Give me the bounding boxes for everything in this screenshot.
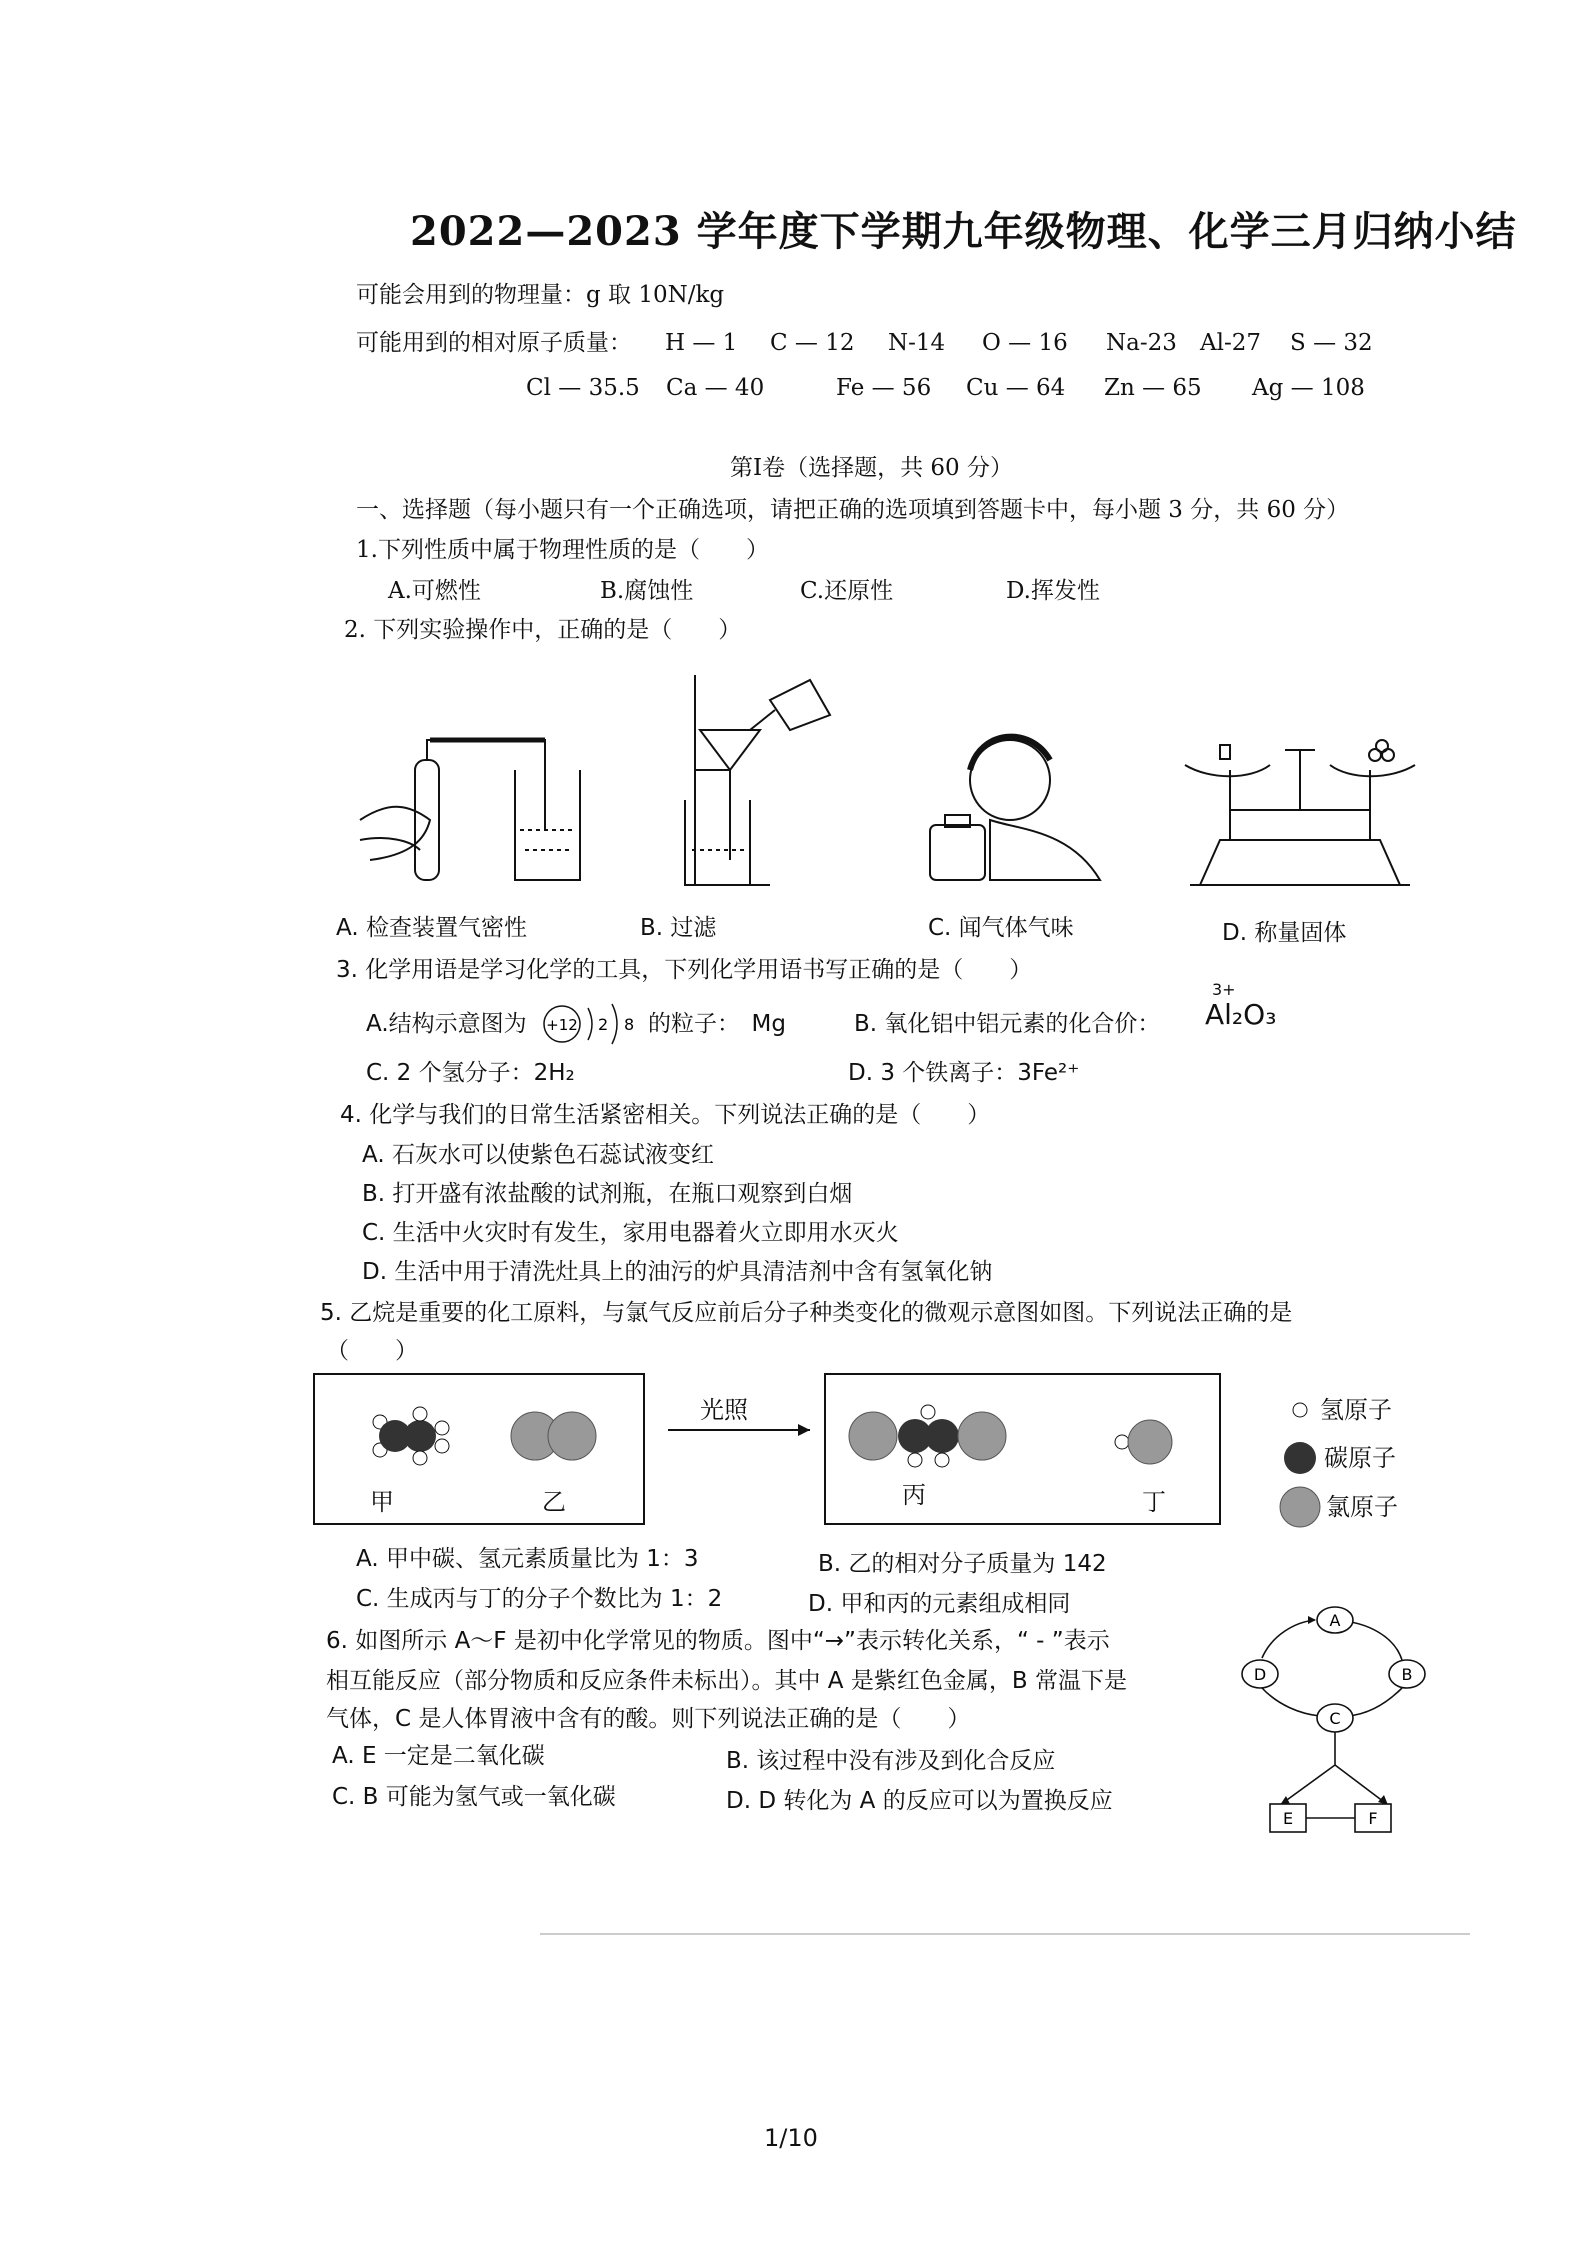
mass-o: O — 16 <box>982 330 1068 356</box>
q1-option-c: C.还原性 <box>800 578 894 604</box>
q6-stem-line3: 气体，C 是人体胃液中含有的酸。则下列说法正确的是（ ） <box>326 1706 971 1732</box>
reaction-diagram <box>310 1370 1460 1540</box>
mass-h: H — 1 <box>665 330 738 356</box>
node-d: D <box>1253 1665 1267 1684</box>
scan-divider <box>540 1933 1470 1935</box>
q1-option-a: A.可燃性 <box>388 578 481 604</box>
mass-ca: Ca — 40 <box>666 375 765 401</box>
atom-nucleus-charge: +12 <box>546 1016 578 1034</box>
q2-stem: 2. 下列实验操作中，正确的是（ ） <box>344 617 742 643</box>
chlorine-legend-icon <box>1280 1487 1320 1527</box>
q4-stem: 4. 化学与我们的日常生活紧密相关。下列说法正确的是（ ） <box>340 1102 991 1128</box>
label-yi: 乙 <box>542 1488 566 1516</box>
section-title: 第Ⅰ卷（选择题，共 60 分） <box>730 455 1013 481</box>
section-instruction: 一、选择题（每小题只有一个正确选项，请把正确的选项填到答题卡中，每小题 3 分，共 60 分） <box>356 497 1350 523</box>
q3-option-a-prefix: A.结构示意图为 <box>366 1011 527 1037</box>
q2-figures <box>330 670 1460 910</box>
q1-stem: 1.下列性质中属于物理性质的是（ ） <box>356 537 769 563</box>
reactant-box <box>314 1374 644 1524</box>
mass-s: S — 32 <box>1290 330 1373 356</box>
q2-caption-a: A. 检查装置气密性 <box>336 915 527 941</box>
relation-diagram <box>1230 1590 1430 1850</box>
product-bing-molecule <box>849 1405 1006 1467</box>
legend-chlorine: 氯原子 <box>1326 1493 1398 1521</box>
mass-n: N-14 <box>888 330 946 356</box>
q3-option-b-formula: Al₂O₃ <box>1205 998 1277 1031</box>
q6-option-a: A. E 一定是二氧化碳 <box>332 1743 545 1769</box>
node-e: E <box>1282 1809 1294 1828</box>
atom-shell-2: 8 <box>624 1015 635 1034</box>
q2-caption-b: B. 过滤 <box>640 915 717 941</box>
node-b: B <box>1401 1665 1413 1684</box>
product-ding-molecule <box>1115 1420 1172 1464</box>
smelling-gas-figure <box>930 737 1100 880</box>
atom-legend <box>1280 1396 1398 1527</box>
label-jia: 甲 <box>370 1488 394 1516</box>
q5-option-a: A. 甲中碳、氢元素质量比为 1：3 <box>356 1546 699 1572</box>
atomic-mass-label: 可能用到的相对原子质量： <box>356 330 632 356</box>
mass-zn: Zn — 65 <box>1104 375 1202 401</box>
legend-hydrogen: 氢原子 <box>1320 1396 1392 1424</box>
reaction-condition-label: 光照 <box>700 1396 748 1424</box>
node-a: A <box>1329 1611 1341 1630</box>
q3-stem: 3. 化学用语是学习化学的工具，下列化学用语书写正确的是（ ） <box>336 957 1033 983</box>
weighing-figure <box>1185 740 1415 885</box>
q4-option-c: C. 生活中火灾时有发生，家用电器着火立即用水灭火 <box>362 1220 899 1246</box>
mass-ag: Ag — 108 <box>1252 375 1365 401</box>
mass-al: Al-27 <box>1200 330 1262 356</box>
q1-option-b: B.腐蚀性 <box>600 578 694 604</box>
hydrogen-legend-icon <box>1293 1403 1307 1417</box>
label-ding: 丁 <box>1142 1488 1166 1516</box>
q6-stem-line1: 6. 如图所示 A～F 是初中化学常见的物质。图中“→”表示转化关系，“ - ”表示 <box>326 1628 1110 1654</box>
q4-option-b: B. 打开盛有浓盐酸的试剂瓶，在瓶口观察到白烟 <box>362 1181 853 1207</box>
q3-option-b: B. 氧化铝中铝元素的化合价： <box>854 1011 1161 1037</box>
atom-shell-1: 2 <box>598 1015 609 1034</box>
label-bing: 丙 <box>902 1481 926 1509</box>
q5-option-d: D. 甲和丙的元素组成相同 <box>808 1591 1071 1617</box>
page-number: 1/10 <box>764 2124 818 2152</box>
filtration-figure <box>685 675 830 885</box>
q2-caption-d: D. 称量固体 <box>1222 920 1347 946</box>
airtightness-check-figure <box>360 740 580 880</box>
q5-option-b: B. 乙的相对分子质量为 142 <box>818 1551 1107 1577</box>
q2-caption-c: C. 闻气体气味 <box>928 915 1074 941</box>
mass-c: C — 12 <box>770 330 855 356</box>
node-c: C <box>1329 1709 1341 1728</box>
physics-constant-line: 可能会用到的物理量：g 取 10N/kg <box>356 282 725 308</box>
mass-cl: Cl — 35.5 <box>526 375 640 401</box>
mass-cu: Cu — 64 <box>966 375 1066 401</box>
node-f: F <box>1368 1809 1378 1828</box>
mass-na: Na-23 <box>1106 330 1177 356</box>
q5-stem: 5. 乙烷是重要的化工原料，与氯气反应前后分子种类变化的微观示意图如图。下列说法正确的是 <box>320 1300 1293 1326</box>
q6-option-d: D. D 转化为 A 的反应可以为置换反应 <box>726 1788 1113 1814</box>
q1-option-d: D.挥发性 <box>1006 578 1100 604</box>
q5-option-c: C. 生成丙与丁的分子个数比为 1：2 <box>356 1586 723 1612</box>
q3-option-d: D. 3 个铁离子：3Fe²⁺ <box>848 1060 1080 1086</box>
mass-fe: Fe — 56 <box>836 375 932 401</box>
q3-option-b-charge: 3+ <box>1212 980 1236 999</box>
atom-structure-diagram <box>540 1000 650 1048</box>
q3-option-a-suffix: 的粒子： Mg <box>648 1011 786 1037</box>
q4-option-a: A. 石灰水可以使紫色石蕊试液变红 <box>362 1142 714 1168</box>
page-title: 2022—2023 学年度下学期九年级物理、化学三月归纳小结 <box>410 208 1517 255</box>
q6-option-b: B. 该过程中没有涉及到化合反应 <box>726 1748 1056 1774</box>
legend-carbon: 碳原子 <box>1324 1444 1396 1472</box>
q4-option-d: D. 生活中用于清洗灶具上的油污的炉具清洁剂中含有氢氧化钠 <box>362 1259 993 1285</box>
q5-paren: （ ） <box>326 1338 418 1364</box>
q6-stem-line2: 相互能反应（部分物质和反应条件未标出）。其中 A 是紫红色金属，B 常温下是 <box>326 1668 1127 1694</box>
q3-option-c: C. 2 个氢分子：2H₂ <box>366 1060 575 1086</box>
ethane-molecule <box>373 1407 449 1465</box>
chlorine-molecule <box>511 1412 596 1460</box>
q6-option-c: C. B 可能为氢气或一氧化碳 <box>332 1784 616 1810</box>
carbon-legend-icon <box>1284 1442 1316 1474</box>
